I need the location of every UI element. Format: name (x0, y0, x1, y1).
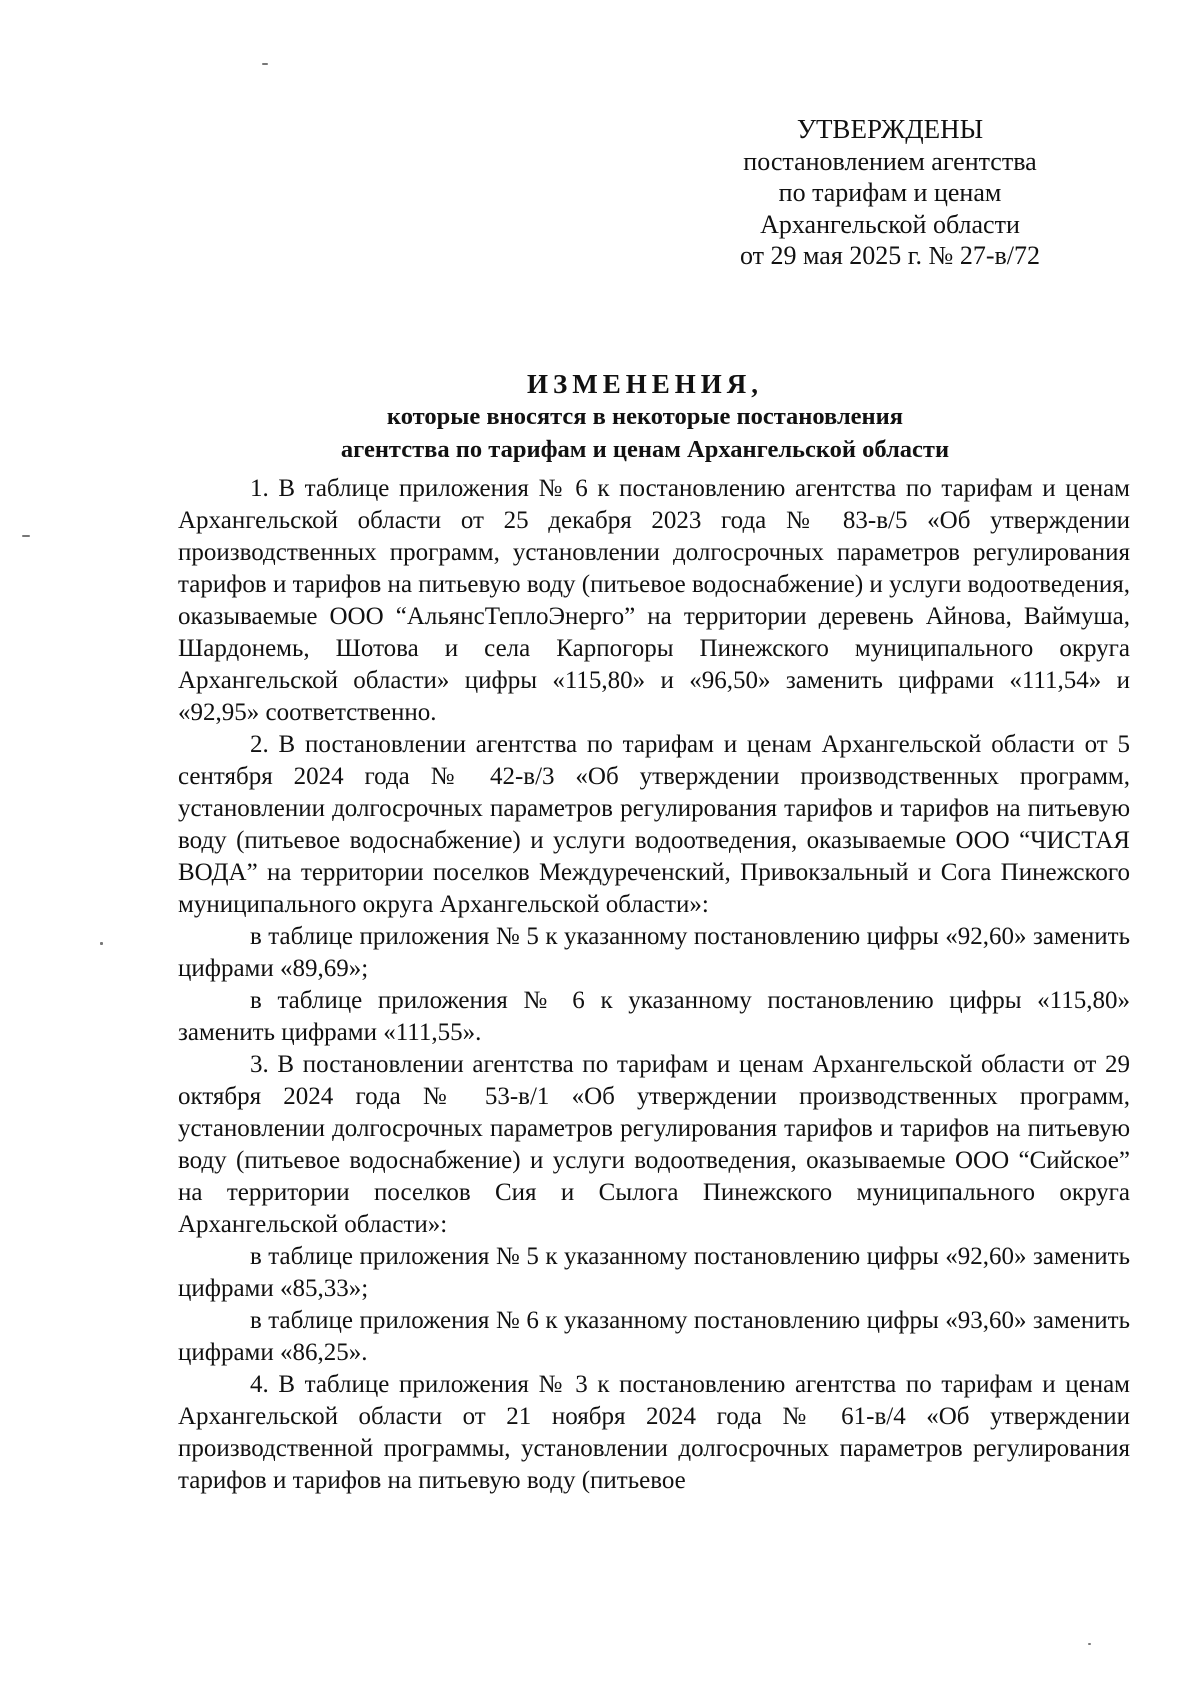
approval-line-1: постановлением агентства (743, 146, 1037, 176)
paragraph-item-3-b: в таблице приложения № 6 к указанному постановлению цифры «93,60» заменить цифрами «86,25». (178, 1307, 1130, 1366)
scan-speck (100, 942, 103, 945)
approval-stamp (700, 114, 1080, 272)
paragraph-item-2-b: в таблице приложения № 6 к указанному постановлению цифры «115,80» заменить цифрами «111,55». (178, 987, 1130, 1046)
title-main: ИЗМЕНЕНИЯ, (526, 369, 763, 399)
paragraph-item-3-a: в таблице приложения № 5 к указанному постановлению цифры «92,60» заменить цифрами «85,33»; (178, 1243, 1130, 1302)
paragraph-item-3: 3. В постановлении агентства по тарифам и ценам Архангельской области от 29 октября 2024 года № 53-в/1 «Об утверждении производственных программ, установлении долгосрочных параметров регулирования тарифов и тарифов на питьевую воду (питьевое водоснабжение) и услуги водоотведения, оказываемые ООО “Сийское” на территории поселков Сия и Сылога Пинежского муниципального округа Архангельской области»: (178, 1051, 1130, 1238)
title-line-1: которые вносятся в некоторые постановления (386, 403, 904, 430)
document-title (180, 368, 1110, 466)
scan-speck (22, 535, 30, 537)
title-line-2: агентства по тарифам и ценам Архангельской области (340, 436, 950, 463)
approval-line-4: от 29 мая 2025 г. № 27-в/72 (740, 241, 1040, 270)
scan-speck (1088, 1643, 1091, 1645)
document-body (178, 473, 1130, 1497)
scan-speck (262, 63, 268, 65)
approval-heading: УТВЕРЖДЕНЫ (796, 114, 984, 144)
paragraph-item-2: 2. В постановлении агентства по тарифам и ценам Архангельской области от 5 сентября 2024 года № 42-в/3 «Об утверждении производственных программ, установлении долгосрочных параметров регулирования тарифов и тарифов на питьевую воду (питьевое водоснабжение) и услуги водоотведения, оказываемые ООО “ЧИСТАЯ ВОДА” на территории поселков Междуреченский, Привокзальный и Сога Пинежского муниципального округа Архангельской области»: (178, 731, 1130, 918)
paragraph-item-1: 1. В таблице приложения № 6 к постановлению агентства по тарифам и ценам Архангельской области от 25 декабря 2023 года № 83-в/5 «Об утверждении производственных программ, установлении долгосрочных параметров регулирования тарифов и тарифов на питьевую воду (питьевое водоснабжение) и услуги водоотведения, оказываемые ООО “АльянсТеплоЭнерго” на территории деревень Айнова, Ваймуша, Шардонемь, Шотова и села Карпогоры Пинежского муниципального округа Архангельской области» цифры «115,80» и «96,50» заменить цифрами «111,54» и «92,95» соответственно. (178, 475, 1130, 726)
approval-line-2: по тарифам и ценам (778, 178, 1002, 207)
paragraph-item-4: 4. В таблице приложения № 3 к постановлению агентства по тарифам и ценам Архангельской области от 21 ноября 2024 года № 61-в/4 «Об утверждении производственной программы, установлении долгосрочных параметров регулирования тарифов и тарифов на питьевую воду (питьевое (178, 1371, 1130, 1494)
approval-line-3: Архангельской области (760, 209, 1020, 239)
paragraph-item-2-a: в таблице приложения № 5 к указанному постановлению цифры «92,60» заменить цифрами «89,69»; (178, 923, 1130, 982)
